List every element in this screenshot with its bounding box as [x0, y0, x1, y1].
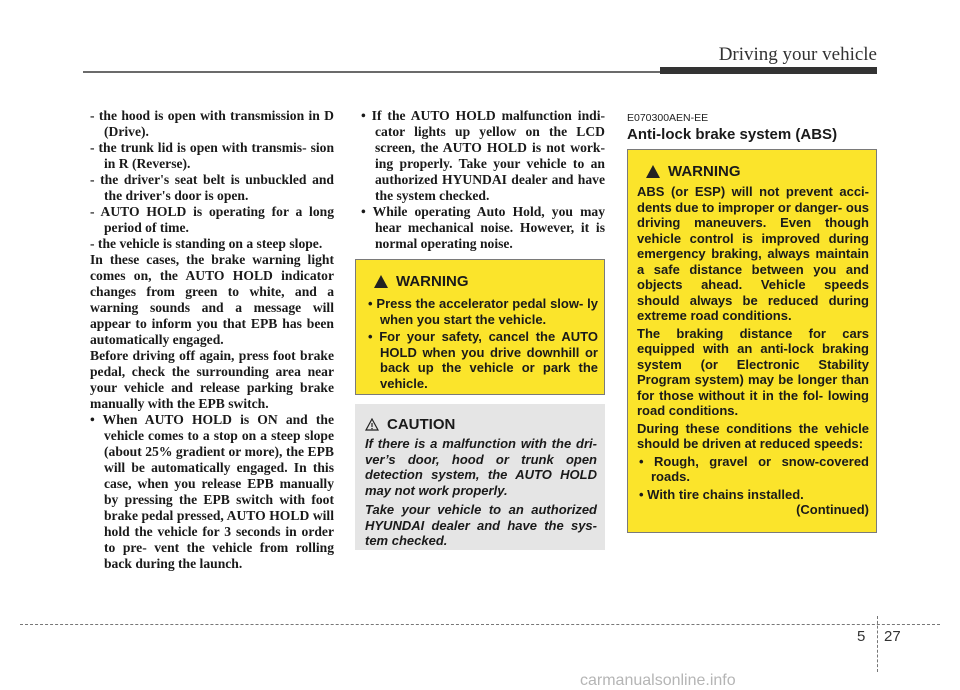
warning-body [637, 184, 869, 518]
caution-triangle-icon [365, 418, 379, 431]
warning-item: • Rough, gravel or snow-covered roads. [639, 453, 869, 484]
footer-rule [20, 624, 940, 625]
condition-item: - the hood is open with transmission in D (Drive). [90, 108, 334, 139]
section-code: E070300AEN-EE [627, 112, 709, 124]
caution-heading [365, 416, 455, 433]
warning-triangle-icon [646, 165, 660, 178]
chapter-number: 5 [857, 628, 866, 645]
warning-title: WARNING [396, 273, 469, 290]
warning-item: • With tire chains installed. [639, 486, 804, 502]
condition-item: - the trunk lid is open with transmis- sion in R (Reverse). [90, 140, 334, 171]
warning-item: • Press the accelerator pedal slow- ly when you start the vehicle. [368, 296, 598, 327]
header-title: Driving your vehicle [718, 44, 877, 65]
footer-divider [877, 616, 878, 672]
page-number: 27 [884, 628, 901, 645]
warning-paragraph: The braking distance for cars equipped with an anti-lock braking system (or Electronic Stability Program system) may be longer than for those without it in the fol- lowing road conditions. [637, 325, 869, 418]
caution-paragraph: If there is a malfunction with the dri- ver’s door, hood or trunk open detection system, the AUTO HOLD may not work properly. [365, 436, 597, 498]
body-paragraph: In these cases, the brake warning light comes on, the AUTO HOLD indicator changes from green to white, and a warning sounds and a message will appear to inform you that EPB has been automatically engaged. [90, 252, 334, 347]
column-left [84, 108, 334, 572]
bullet-item: • While operating Auto Hold, you may hear mechanical noise. However, it is normal operating noise. [361, 204, 605, 251]
warning-body [366, 296, 598, 393]
warning-paragraph: During these conditions the vehicle should be driven at reduced speeds: [637, 420, 869, 451]
header-rule [83, 71, 663, 73]
condition-item: - the driver's seat belt is unbuckled and the driver's door is open. [90, 172, 334, 203]
warning-heading [646, 163, 741, 180]
header-rule-accent [660, 67, 877, 74]
section-title: Anti-lock brake system (ABS) [627, 126, 838, 143]
continued-note: (Continued) [796, 502, 869, 517]
warning-title: WARNING [668, 163, 741, 180]
bullet-item: • When AUTO HOLD is ON and the vehicle comes to a stop on a steep slope (about 25% gradient or more), the EPB will be automatically engaged. In this case, when you release EPB manually by pressing the EPB switch with foot brake pedal pressed, AUTO HOLD will hold the vehicle for 3 seconds in order to pre- vent the vehicle from rolling back during the launch. [90, 412, 334, 571]
warning-triangle-icon [374, 275, 388, 288]
bullet-item: • If the AUTO HOLD malfunction indi- cator lights up yellow on the LCD screen, the AUTO HOLD is not work- ing properly. Take your vehicle to an authorized HYUNDAI dealer and have the system checked. [361, 108, 605, 203]
condition-item: - the vehicle is standing on a steep slope. [90, 236, 323, 251]
column-middle [355, 108, 605, 252]
watermark: carmanualsonline.info [580, 672, 736, 689]
body-paragraph: Before driving off again, press foot brake pedal, check the surrounding area near your vehicle and release parking brake manually with the EPB switch. [90, 348, 334, 411]
warning-heading [374, 273, 469, 290]
caution-title: CAUTION [387, 416, 456, 433]
warning-item: • For your safety, cancel the AUTO HOLD when you drive downhill or back up the vehicle or park the vehicle. [368, 329, 598, 391]
caution-paragraph: Take your vehicle to an authorized HYUNDAI dealer and have the sys- tem checked. [365, 502, 597, 548]
warning-paragraph: ABS (or ESP) will not prevent acci- dents due to improper or danger- ous driving maneuvers. Even though vehicle control is improved during emergency braking, always maintain a safe distance between you and objects ahead. Vehicle speeds should always be reduced during extreme road conditions. [637, 184, 869, 323]
condition-item: - AUTO HOLD is operating for a long period of time. [90, 204, 334, 235]
warning-box-auto-hold [355, 259, 605, 395]
caution-body [365, 436, 597, 551]
caution-box [355, 404, 605, 550]
warning-box-abs [627, 149, 877, 533]
